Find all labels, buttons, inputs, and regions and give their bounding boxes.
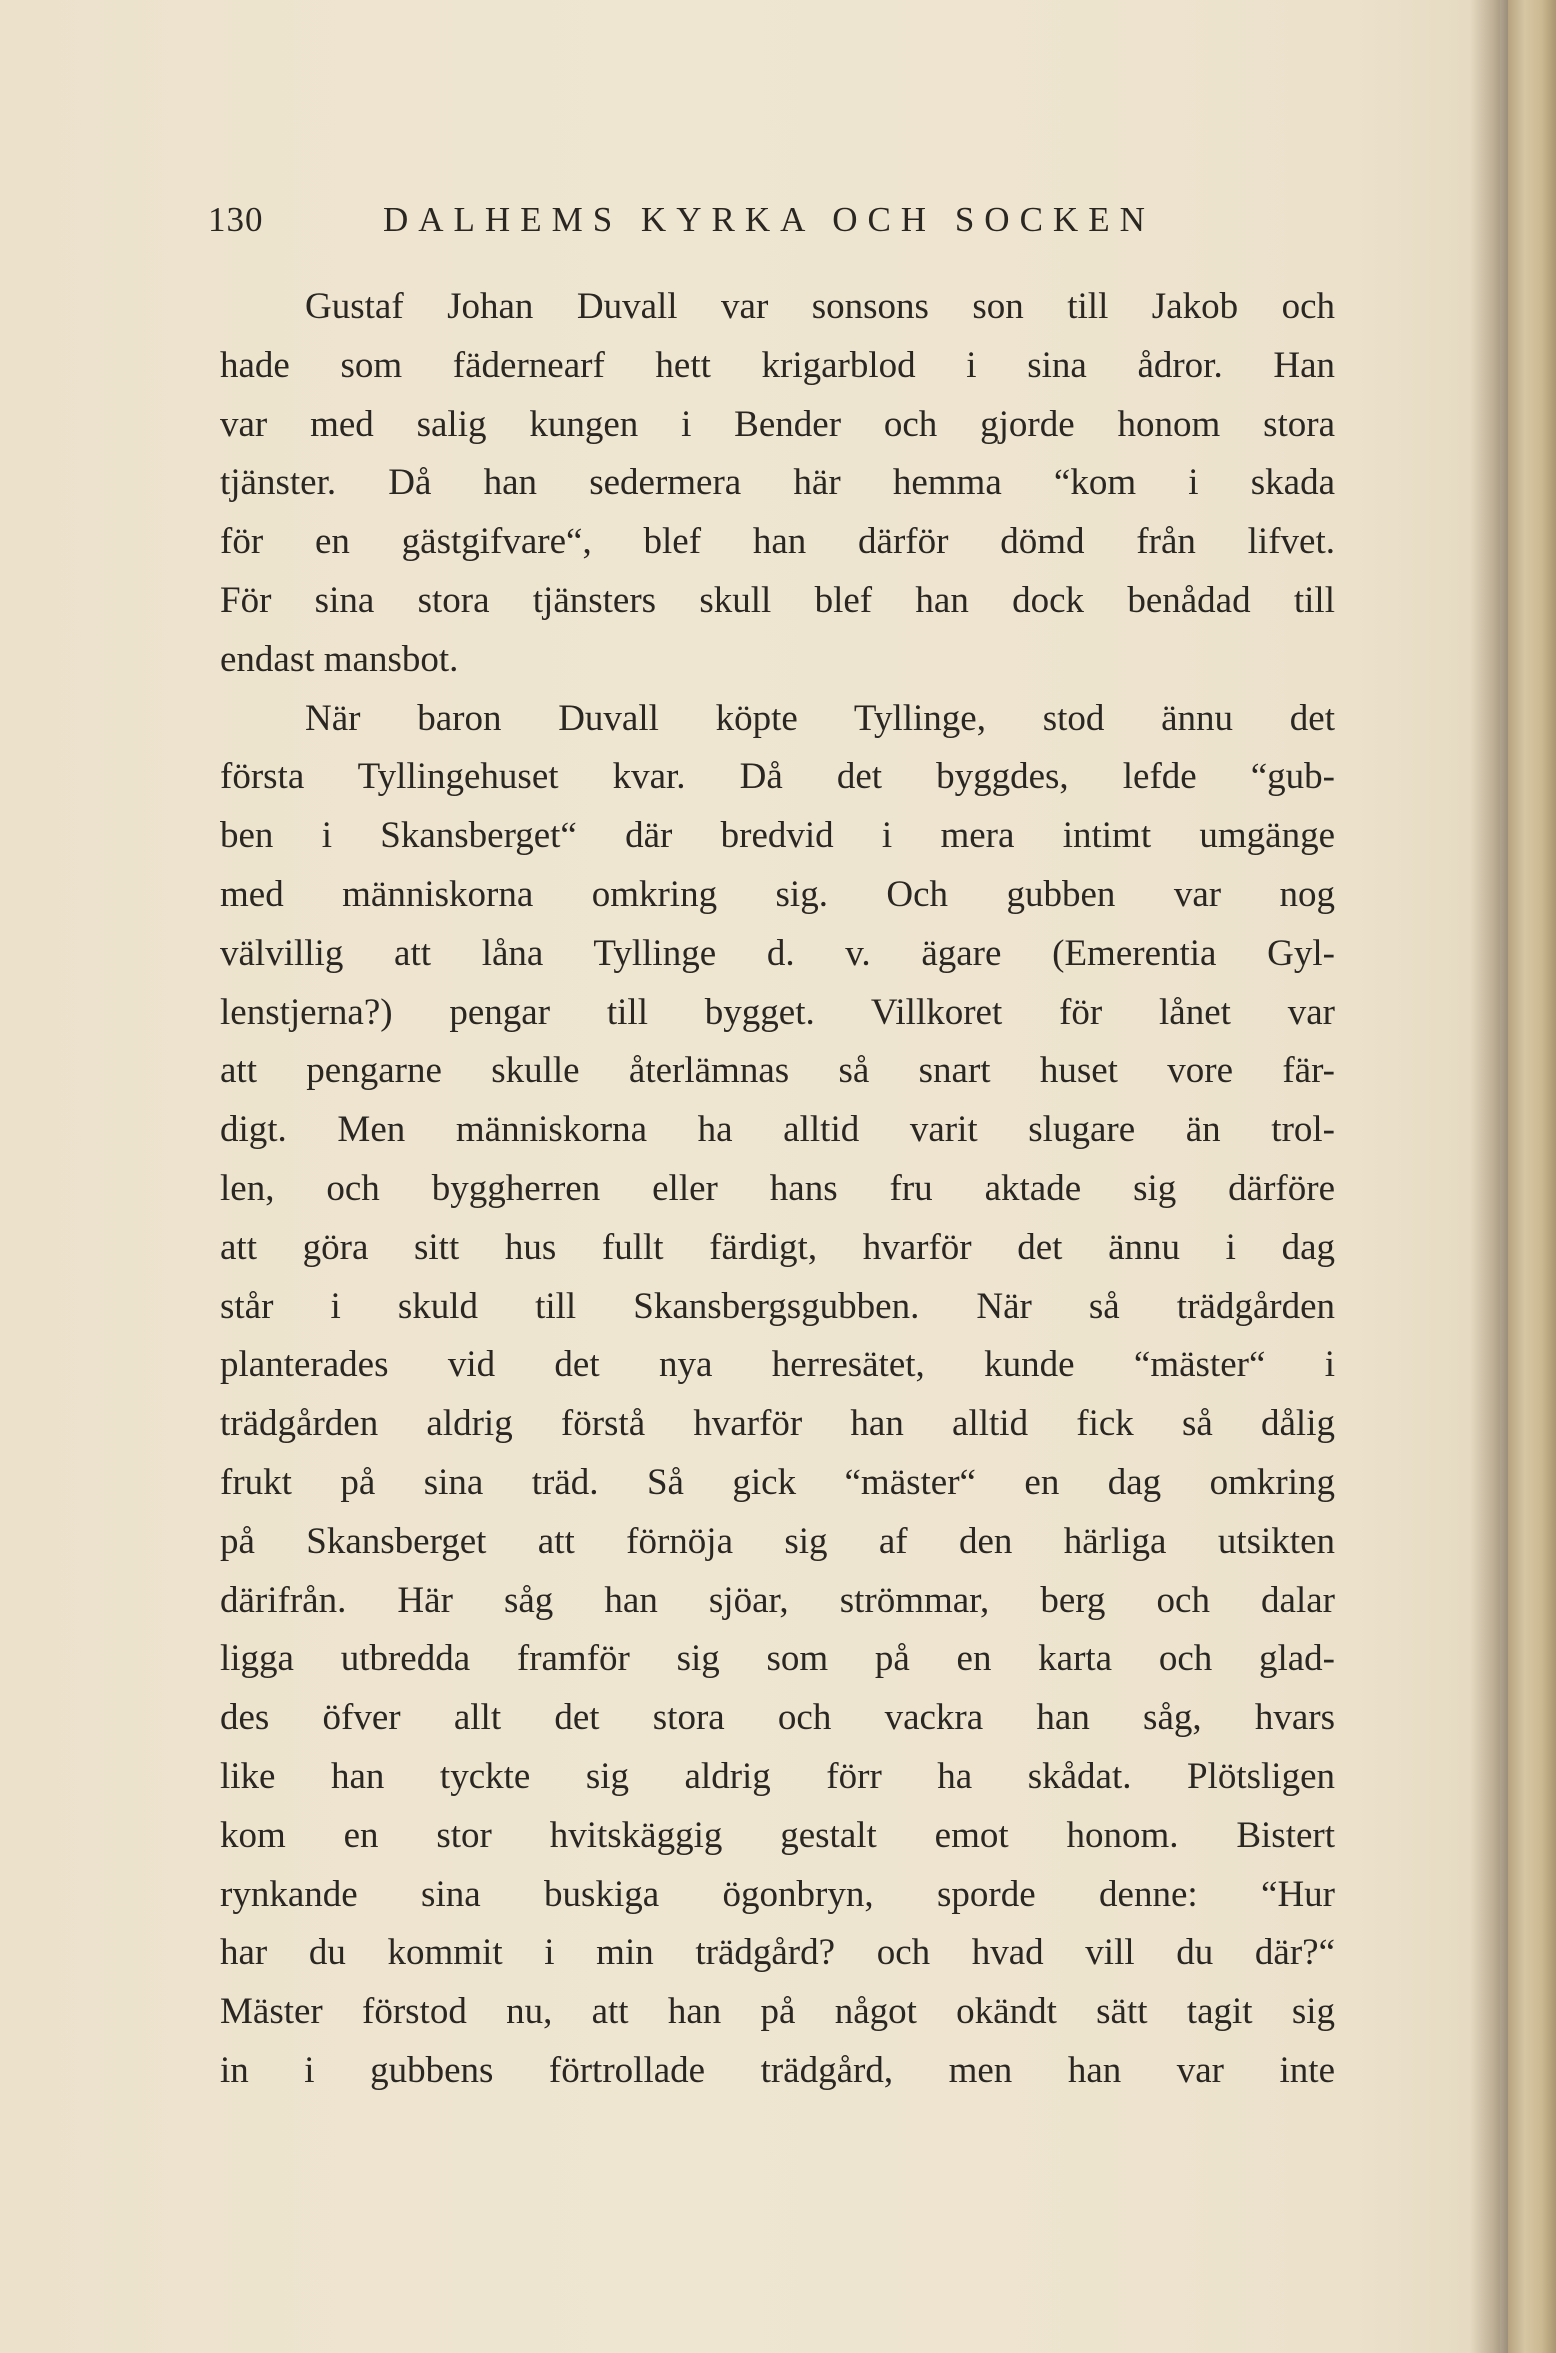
text-line: in i gubbens förtrollade trädgård, men han var inte	[220, 2049, 1335, 2091]
page-number: 130	[208, 200, 264, 239]
text-line: frukt på sina träd. Så gick “mäster“ en dag omkring	[220, 1461, 1335, 1503]
text-line: välvillig att låna Tyllinge d. v. ägare (Emerentia Gyl-	[220, 932, 1335, 974]
text-line: tjänster. Då han sedermera här hemma “kom i skada	[220, 462, 1335, 504]
text-line: står i skuld till Skansbergsgubben. När så trädgården	[220, 1285, 1335, 1327]
text-line: med människorna omkring sig. Och gubben var nog	[220, 873, 1335, 915]
text-line: För sina stora tjänsters skull blef han dock benådad till	[220, 579, 1335, 621]
text-line: ligga utbredda framför sig som på en karta och glad-	[220, 1638, 1335, 1680]
text-line: Gustaf Johan Duvall var sonsons son till Jakob och	[305, 286, 1335, 327]
text-line: har du kommit i min trädgård? och hvad vill du där?“	[220, 1932, 1335, 1974]
body-text	[220, 278, 1335, 2101]
running-head: DALHEMS KYRKA OCH SOCKEN	[383, 200, 1155, 239]
text-line: trädgården aldrig förstå hvarför han alltid fick så dålig	[220, 1403, 1335, 1445]
text-line: digt. Men människorna ha alltid varit slugare än trol-	[220, 1109, 1335, 1151]
paragraph-2	[220, 690, 1335, 2101]
text-line: för en gästgifvare“, blef han därför dömd från lifvet.	[220, 521, 1335, 563]
book-binding	[1508, 0, 1556, 2353]
text-line: endast mansbot.	[220, 638, 459, 680]
text-line: ben i Skansberget“ där bredvid i mera intimt umgänge	[220, 815, 1335, 857]
text-line: var med salig kungen i Bender och gjorde honom stora	[220, 403, 1335, 445]
text-line: Mäster förstod nu, att han på något okändt sätt tagit sig	[220, 1991, 1335, 2033]
text-line: like han tyckte sig aldrig förr ha skådat. Plötsligen	[220, 1755, 1335, 1797]
text-line: rynkande sina buskiga ögonbryn, sporde denne: “Hur	[220, 1873, 1335, 1915]
text-line: därifrån. Här såg han sjöar, strömmar, berg och dalar	[220, 1579, 1335, 1621]
text-line: lenstjerna?) pengar till bygget. Villkoret för lånet var	[220, 991, 1335, 1033]
paragraph-1	[220, 278, 1335, 690]
text-line: När baron Duvall köpte Tyllinge, stod ännu det	[305, 697, 1335, 739]
text-line: planterades vid det nya herresätet, kunde “mäster“ i	[220, 1344, 1335, 1386]
text-line: hade som fädernearf hett krigarblod i sina ådror. Han	[220, 344, 1335, 386]
text-line: att göra sitt hus fullt färdigt, hvarför det ännu i dag	[220, 1226, 1335, 1268]
text-line: på Skansberget att förnöja sig af den härliga utsikten	[220, 1520, 1335, 1562]
spine-shadow	[1470, 0, 1508, 2353]
text-line: kom en stor hvitskäggig gestalt emot honom. Bistert	[220, 1814, 1335, 1856]
text-line: första Tyllingehuset kvar. Då det byggdes, lefde “gub-	[220, 756, 1335, 798]
text-line: des öfver allt det stora och vackra han såg, hvars	[220, 1697, 1335, 1739]
page-header	[208, 200, 1338, 260]
text-line: att pengarne skulle återlämnas så snart huset vore fär-	[220, 1050, 1335, 1092]
text-line: len, och byggherren eller hans fru aktade sig därföre	[220, 1167, 1335, 1209]
